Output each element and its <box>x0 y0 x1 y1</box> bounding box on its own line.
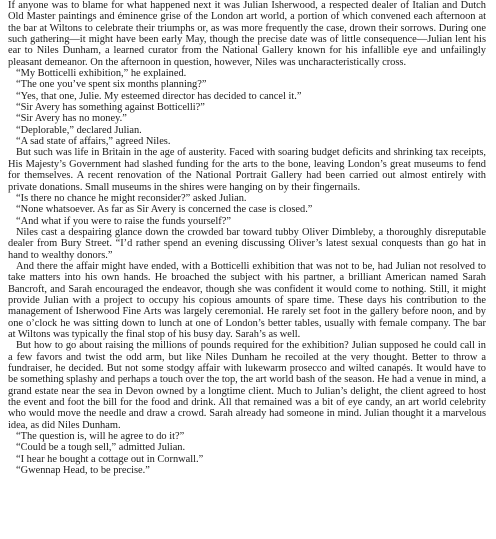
paragraph: “My Botticelli exhibition,” he explained. <box>16 68 187 80</box>
paragraph: “Is there no chance he might reconsider?” asked Julian. <box>16 192 247 204</box>
paragraph: “None whatsoever. As far as Sir Avery is concerned the case is closed.” <box>16 204 313 216</box>
paragraph: “Yes, that one, Julie. My esteemed director has decided to cancel it.” <box>16 90 302 102</box>
paragraph: But such was life in Britain in the age of austerity. Faced with soaring budget deficits and shrinking tax receipts, His Majesty’s Government had slashed funding for the arts to the bone, leaving London’s great museums to fend for themselves. A recent renovation of the National Portrait Gallery had been carried out almost entirely with private donations. Small museums in the shires were hanging on by their fingernails. <box>8 147 486 193</box>
paragraph: “The question is, will he agree to do it?” <box>16 431 185 443</box>
paragraph: “Sir Avery has something against Botticelli?” <box>16 102 205 114</box>
document-page <box>8 0 486 539</box>
paragraph: “Gwennap Head, to be precise.” <box>16 465 150 477</box>
paragraph: Niles cast a despairing glance down the crowded bar toward tubby Oliver Dimbleby, a thoroughly disreputable dealer from Bury Street. “I’d rather spend an evening discussing Oliver’s latest sexual conquests than go hat in hand to wealthy donors.” <box>8 226 486 261</box>
paragraph: But how to go about raising the millions of pounds required for the exhibition? Julian supposed he could call in a few favors and twist the odd arm, but like Niles Dunham he recoiled at the very thought. Better to throw a fundraiser, he decided. But not some stodgy affair with lukewarm prosecco and wilted canapés. It would have to be something splashy and perhaps a touch over the top, the art world bash of the season. He had a venue in mind, a grand estate near the sea in Devon owned by a longtime client. Much to Julian’s delight, the client agreed to host the event and foot the bill for the food and drink. All that remained was a bit of eye candy, an art world celebrity who would move the needle and draw a crowd. Sarah already had someone in mind. Julian thought it a marvelous idea, as did Niles Dunham. <box>8 340 486 431</box>
paragraph: “Deplorable,” declared Julian. <box>16 124 142 136</box>
paragraph: If anyone was to blame for what happened next it was Julian Isherwood, a respected dealer of Italian and Dutch Old Master paintings and éminence grise of the London art world, a portion of which convened each afternoon at the bar at Wiltons to celebrate their triumphs or, as was more frequently the case, drown their sorrows. During one such gathering—it might have been early May, though the precise date was of little consequence—Julian lent his ear to Niles Dunham, a learned curator from the National Gallery known for his infallible eye and unfailingly pleasant demeanor. On the afternoon in question, however, Niles was uncharacteristically cross. <box>8 0 486 68</box>
paragraph: And there the affair might have ended, with a Botticelli exhibition that was not to be, had Julian not resolved to take matters into his own hands. He broached the subject with his partner, a brilliant American named Sarah Bancroft, and Sarah encouraged the endeavor, though she was confident it would come to nothing. Still, it might provide Julian with a project to occupy his copious amounts of spare time. These days his contribution to the management of Isherwood Fine Arts was largely ceremonial. He rarely set foot in the gallery before noon, and by one o’clock he was sitting down to lunch at one of London’s better tables, usually with female company. The bar at Wiltons was typically the final stop of his busy day. Sarah’s as well. <box>8 260 486 340</box>
paragraph: “And what if you were to raise the funds yourself?” <box>16 215 231 227</box>
paragraph: “A sad state of affairs,” agreed Niles. <box>16 136 171 148</box>
paragraph: “Sir Avery has no money.” <box>16 113 127 125</box>
paragraph: “The one you’ve spent six months planning?” <box>16 79 207 91</box>
paragraph: “Could be a tough sell,” admitted Julian. <box>16 442 186 454</box>
paragraph: “I hear he bought a cottage out in Cornwall.” <box>16 453 204 465</box>
